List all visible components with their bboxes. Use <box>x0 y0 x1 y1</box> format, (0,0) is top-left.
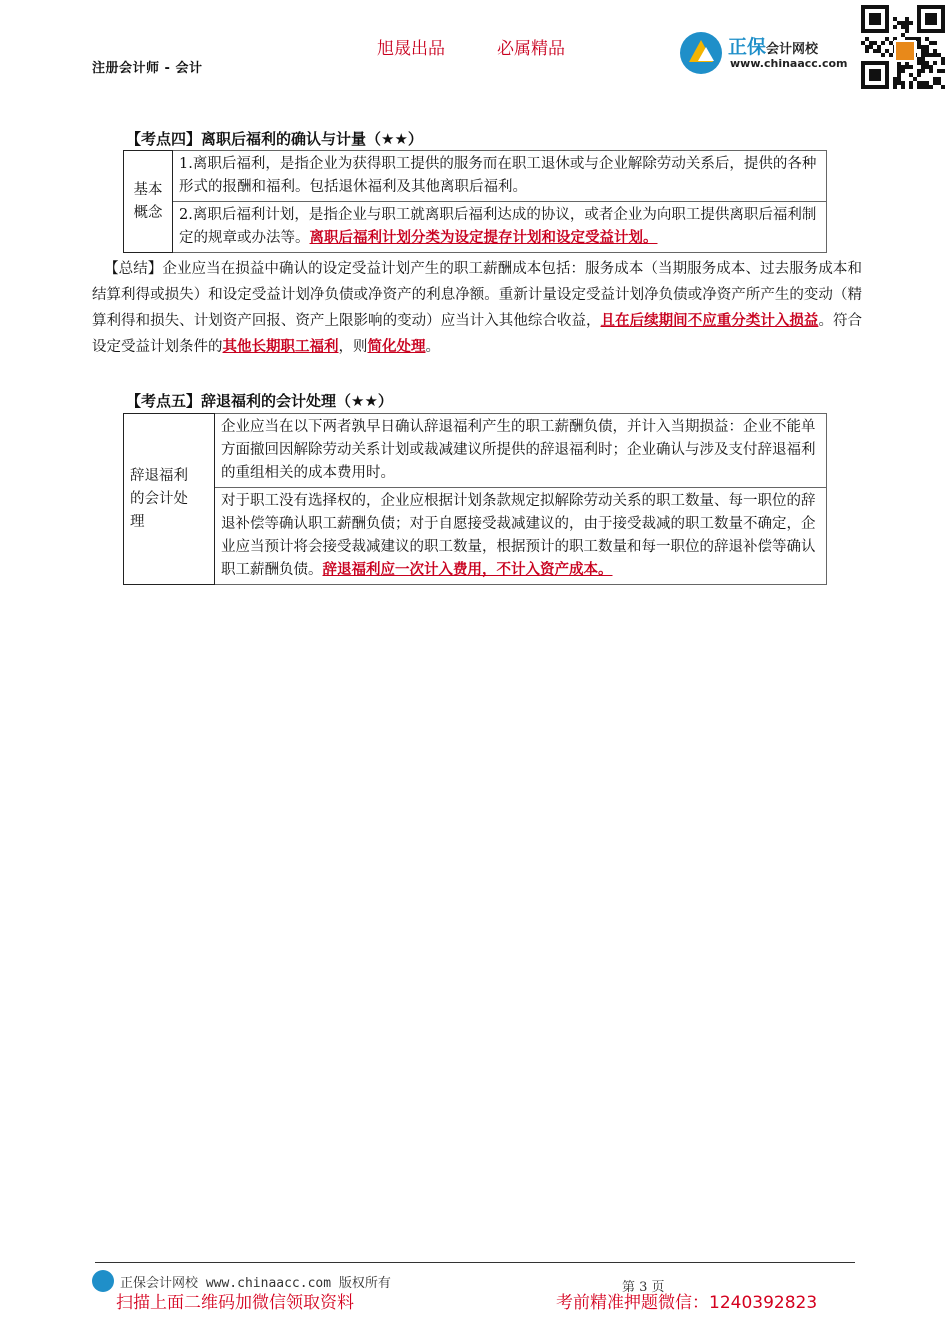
course-title: 注册会计师 - 会计 <box>92 61 203 76</box>
summary-paragraph: 【总结】企业应当在损益中确认的设定受益计划产生的职工薪酬成本包括：服务成本（当期服务成本、过去服务成本和结算利得或损失）和设定受益计划净负债或净资产的利息净额。重新计量设定受益计划净负债或净资产所产生的变动（精算利得和损失、计划资产回报、资产上限影响的变动）应当计入其他综合收益，且在后续期间不应重分类计入损益。符合设定受益计划条件的其他长期职工福利，则简化处理。 <box>92 261 863 355</box>
summary-highlight-1: 且在后续期间不应重分类计入损益 <box>600 313 819 329</box>
chinaacc-logo[interactable] <box>680 32 858 76</box>
footer-wechat-note: 扫描上面二维码加微信领取资料 <box>116 1293 354 1313</box>
footer-wechat-id: 考前精准押题微信：1240392823 <box>556 1293 818 1313</box>
section5-row-label: 辞退福利的会计处理 <box>124 414 215 585</box>
section5-item-1: 企业应当在以下两者孰早日确认辞退福利产生的职工薪酬负债，并计入当期损益：企业不能单方面撤回因解除劳动关系计划或裁减建议所提供的辞退福利时；企业确认与涉及支付辞退福利的重组相关的成本费用时。 <box>215 414 827 488</box>
summary-highlight-2: 其他长期职工福利 <box>222 339 339 355</box>
section5-title: 【考点五】辞退福利的会计处理（★★） <box>126 392 393 410</box>
slogan-right: 必属精品 <box>497 39 565 59</box>
summary-highlight-3: 简化处理 <box>367 339 426 355</box>
footer-copyright: 正保会计网校 www.chinaacc.com 版权所有 <box>120 1276 391 1291</box>
section4-table <box>123 150 827 253</box>
logo-text: 正保会计网校 <box>728 36 819 58</box>
footer-divider <box>95 1262 855 1263</box>
section4-highlight: 离职后福利计划分类为设定提存计划和设定受益计划。 <box>309 230 658 246</box>
section4-item-2: 2.离职后福利计划，是指企业与职工就离职后福利达成的协议，或者企业为向职工提供离职后福利制定的规章或办法等。离职后福利计划分类为设定提存计划和设定受益计划。 <box>173 202 827 253</box>
section4-item-1: 1.离职后福利，是指企业为获得职工提供的服务而在职工退休或与企业解除劳动关系后，提供的各种形式的报酬和福利。包括退休福利及其他离职后福利。 <box>173 151 827 202</box>
qr-code-icon <box>860 4 946 92</box>
page-number: 第 3 页 <box>622 1280 665 1295</box>
section5-item-2: 对于职工没有选择权的，企业应根据计划条款规定拟解除劳动关系的职工数量、每一职位的辞退补偿等确认职工薪酬负债；对于自愿接受裁减建议的，由于接受裁减的职工数量不确定，企业应当预计将会接受裁减建议的职工数量，根据预计的职工数量和每一职位的辞退补偿等确认职工薪酬负债。辞退福利应一次计入费用，不计入资产成本。 <box>215 488 827 585</box>
footer-logo-icon <box>92 1270 114 1292</box>
section4-row-label: 基本概念 <box>124 151 173 253</box>
logo-url: www.chinaacc.com <box>730 57 848 70</box>
section4-title: 【考点四】离职后福利的确认与计量（★★） <box>126 130 423 148</box>
section5-highlight: 辞退福利应一次计入费用，不计入资产成本。 <box>322 562 613 578</box>
slogan-left: 旭晟出品 <box>377 39 445 59</box>
section5-table <box>123 413 827 585</box>
logo-emblem-icon <box>680 32 722 74</box>
